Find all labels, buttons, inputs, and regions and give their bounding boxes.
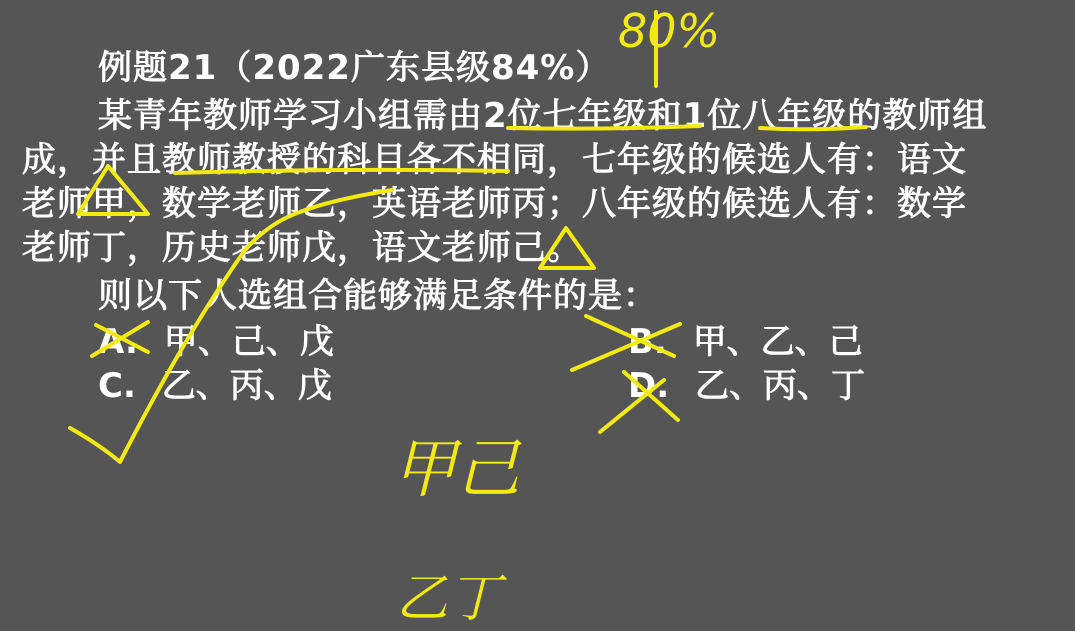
accuracy-handwriting: 80% [618, 4, 721, 58]
option-d-text: 乙、丙、丁 [694, 366, 865, 406]
option-a [98, 322, 334, 362]
problem-line-2: 成，并且教师教授的科目各不相同，七年级的候选人有：语文 [22, 140, 967, 180]
option-c [98, 366, 332, 406]
problem-line-4: 老师丁，历史老师戊，语文老师己。 [22, 228, 582, 268]
option-d-label: D. [628, 366, 670, 406]
scratch-handwriting-2: 乙丁 [396, 569, 501, 629]
option-c-label: C. [98, 366, 136, 406]
problem-title: 例题21（2022广东县级84%） [98, 48, 611, 88]
option-b [628, 322, 863, 362]
option-b-text: 甲、乙、己 [692, 322, 863, 362]
option-d [628, 366, 865, 406]
option-a-label: A. [98, 322, 138, 362]
option-c-text: 乙、丙、戊 [161, 366, 332, 406]
problem-line-1: 某青年教师学习小组需由2位七年级和1位八年级的教师组 [98, 96, 988, 136]
option-b-label: B. [628, 322, 667, 362]
question-text: 则以下人选组合能够满足条件的是： [98, 276, 658, 316]
problem-line-3: 老师甲，数学老师乙，英语老师丙；八年级的候选人有：数学 [22, 184, 967, 224]
option-a-text: 甲、己、戊 [163, 322, 334, 362]
scratch-handwriting-1: 甲己 [392, 433, 520, 507]
